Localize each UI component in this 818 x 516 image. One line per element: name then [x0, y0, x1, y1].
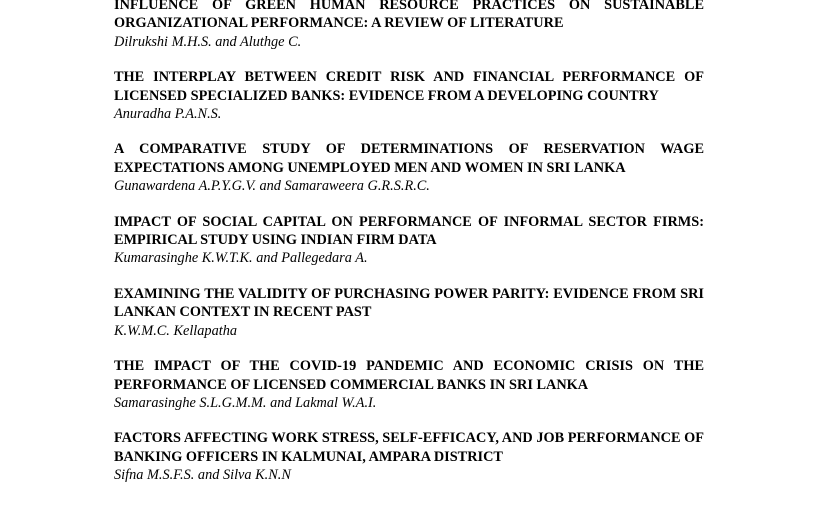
paper-title: THE INTERPLAY BETWEEN CREDIT RISK AND FINANCIAL PERFORMANCE OF LICENSED SPECIALIZED BANKS: EVIDENCE FROM A DEVELOPING COUNTRY	[114, 69, 704, 104]
paper-title: IMPACT OF SOCIAL CAPITAL ON PERFORMANCE OF INFORMAL SECTOR FIRMS: EMPIRICAL STUDY USING INDIAN FIRM DATA	[114, 213, 704, 249]
toc-entry	[114, 140, 704, 195]
toc-entry	[114, 429, 704, 484]
paper-title: A COMPARATIVE STUDY OF DETERMINATIONS OF RESERVATION WAGE EXPECTATIONS AMONG UNEMPLOYED MEN AND WOMEN IN SRI LANKA	[114, 141, 704, 176]
paper-authors: Sifna M.S.F.S. and Silva K.N.N	[114, 467, 291, 484]
paper-authors: K.W.M.C. Kellapatha	[114, 322, 237, 339]
paper-title: INFLUENCE OF GREEN HUMAN RESOURCE PRACTICES ON SUSTAINABLE ORGANIZATIONAL PERFORMANCE: A REVIEW OF LITERATURE	[114, 0, 704, 32]
toc-entry	[114, 285, 704, 340]
paper-title: EXAMINING THE VALIDITY OF PURCHASING POWER PARITY: EVIDENCE FROM SRI LANKAN CONTEXT IN RECENT PAST	[114, 285, 704, 321]
paper-authors: Kumarasinghe K.W.T.K. and Pallegedara A.	[114, 250, 368, 267]
paper-authors: Dilrukshi M.H.S. and Aluthge C.	[114, 33, 302, 50]
paper-authors: Samarasinghe S.L.G.M.M. and Lakmal W.A.I.	[114, 394, 377, 411]
paper-authors: Anuradha P.A.N.S.	[114, 106, 222, 123]
toc-entry	[114, 0, 704, 51]
table-of-contents	[114, 0, 704, 502]
toc-entry	[114, 357, 704, 412]
paper-title: FACTORS AFFECTING WORK STRESS, SELF-EFFICACY, AND JOB PERFORMANCE OF BANKING OFFICERS IN KALMUNAI, AMPARA DISTRICT	[114, 430, 704, 465]
paper-title: THE IMPACT OF THE COVID-19 PANDEMIC AND ECONOMIC CRISIS ON THE PERFORMANCE OF LICENSED COMMERCIAL BANKS IN SRI LANKA	[114, 358, 704, 393]
toc-entry	[114, 213, 704, 268]
toc-entry	[114, 68, 704, 123]
paper-authors: Gunawardena A.P.Y.G.V. and Samaraweera G.R.S.R.C.	[114, 178, 430, 195]
